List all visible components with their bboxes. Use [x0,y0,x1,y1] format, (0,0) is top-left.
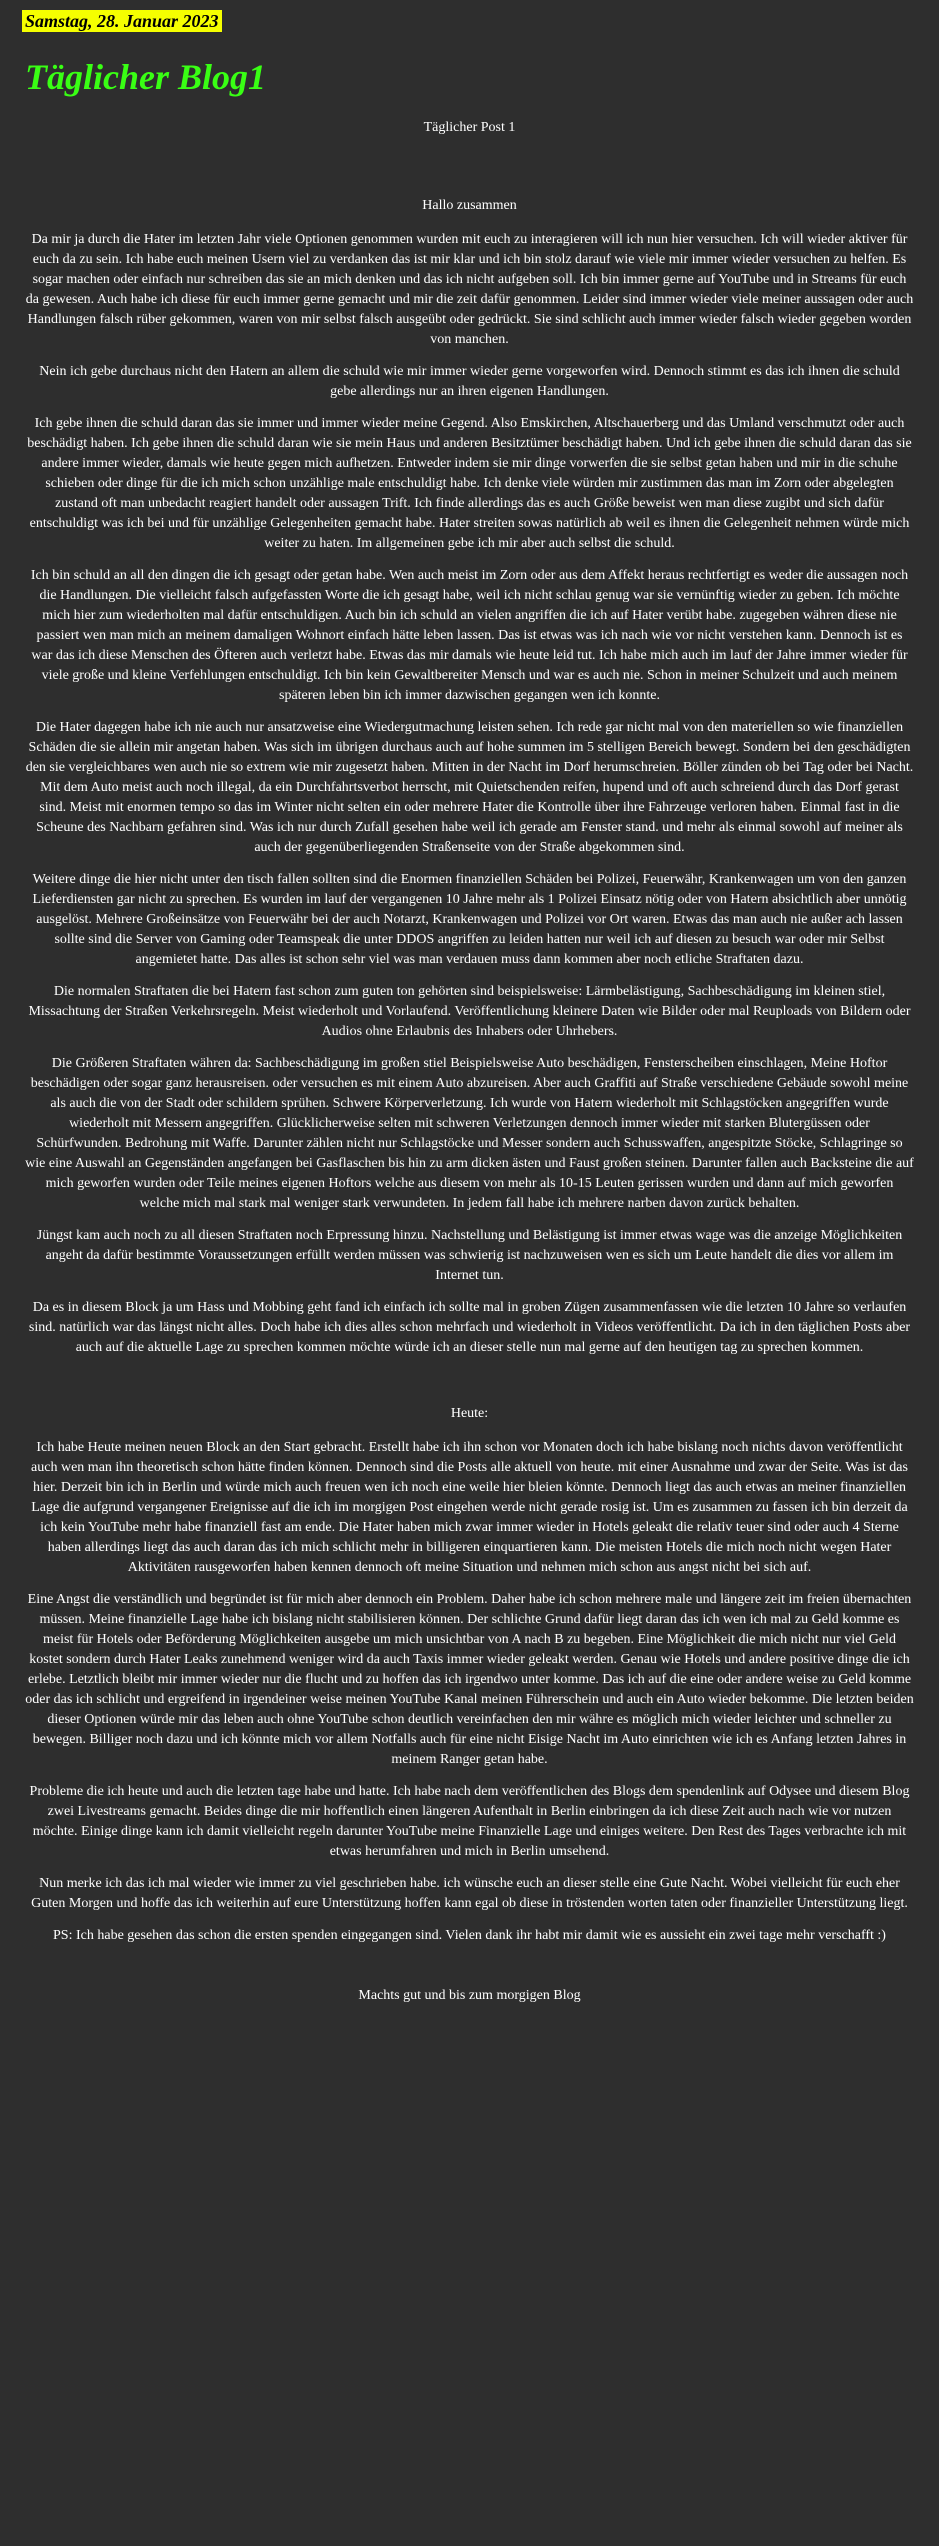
post-date: Samstag, 28. Januar 2023 [22,10,222,32]
post-paragraph: Ich gebe ihnen die schuld daran das sie immer und immer wieder meine Gegend. Also Emskirchen, Altschauerberg und das Umland verschmutzt oder auch beschädigt haben. Ich gebe ihnen die schuld daran wie sie mein Haus und anderen Besitztümer beschädigt haben. Und ich gebe ihnen die schuld daran das sie andere immer wieder, damals wie heute gegen mich aufhetzen. Entweder indem sie mir dinge vorwerfen die sie selbst getan haben und mir in die schuhe schieben oder dinge für die ich mich schon unzählige male entschuldigt habe. Ich denke viele würden mir zustimmen das man im Zorn oder abgelegten zustand oft man unbedacht reagiert handelt oder aussagen Trift. Ich finde allerdings das es auch Größe beweist wen man diese zugibt und sich dafür entschuldigt was ich bei und für unzählige Gelegenheiten gemacht habe. Hater streiten sowas natürlich ab weil es ihnen die Gelegenheit nehmen würde mich weiter zu haten. Im allgemeinen gebe ich mir aber auch selbst die schuld. [27,416,912,551]
post-paragraph: Nein ich gebe durchaus nicht den Hatern an allem die schuld wie mir immer wieder gerne vorgeworfen wird. Dennoch stimmt es das ich ihnen die schuld gebe allerdings nur an ihren eigenen Handlungen. [39,364,900,399]
post-greeting: Hallo zusammen [422,198,517,213]
post-farewell: Machts gut und bis zum morgigen Blog [358,1988,581,2003]
post-paragraph: Weitere dinge die hier nicht unter den tisch fallen sollten sind die Enormen finanziellen Schäden bei Polizei, Feuerwähr, Krankenwagen um von den ganzen Lieferdiensten gar nicht zu sprechen. Es wurden im lauf der vergangenen 10 Jahre mehr als 1 Polizei Einsatz nötig oder von Hatern absichtlich aber unnötig ausgelöst. Mehrere Großeinsätze von Feuerwähr bei der auch Notarzt, Krankenwagen und Polizei vor Ort waren. Etwas das man auch nie außer ach lassen sollte sind die Server von Gaming oder Teamspeak die unter DDOS angriffen zu leiden hatten nur weil ich auf diesen zu besuch war oder mir Selbst angemietet hatte. Das alles ist schon sehr viel was man verdauen muss dann kommen aber noch etliche Straftaten dazu. [32,872,907,967]
post-body [25,196,914,2018]
post-title[interactable]: Täglicher Post 1 [423,120,516,135]
post-paragraph: Da es in diesem Block ja um Hass und Mobbing geht fand ich einfach ich sollte mal in groben Zügen zusammenfassen wie die letzten 10 Jahre so verlaufen sind. natürlich war das längst nicht alles. Doch habe ich dies alles schon mehrfach und wiederholt in Videos veröffentlicht. Da ich in den täglichen Posts aber auch auf die aktuelle Lage zu sprechen kommen möchte würde ich an dieser stelle nun mal gerne auf den heutigen tag zu sprechen kommen. [28,1300,911,1355]
postscript: PS: Ich habe gesehen das schon die ersten spenden eingegangen sind. Vielen dank ihr habt mir damit wie es aussieht ein zwei tage mehr verschafft :) [53,1928,886,1943]
post-paragraph: Da mir ja durch die Hater im letzten Jahr viele Optionen genommen wurden mit euch zu interagieren will ich nun hier versuchen. Ich will wieder aktiver für euch da zu sein. Ich habe euch meinen Usern viel zu verdanken das ist mir klar und ich bin stolz darauf wie viele mir immer wieder versuchen zu helfen. Es sogar machen oder einfach nur schreiben das sie an mich denken und das ich nicht aufgeben soll. Ich bin immer gerne auf YouTube und in Streams für euch da gewesen. Auch habe ich diese für euch immer gerne gemacht und mir die zeit dafür genommen. Leider sind immer wieder viele meiner aussagen oder auch Handlungen falsch rüber gekommen, waren von mir selbst falsch ausgeübt oder gedrückt. Sie sind schlicht auch immer wieder falsch wieder gegeben worden von manchen. [25,232,914,347]
post-paragraph: Ich bin schuld an all den dingen die ich gesagt oder getan habe. Wen auch meist im Zorn oder aus dem Affekt heraus rechtfertigt es weder die aussagen noch die Handlungen. Die vielleicht falsch aufgefassten Worte die ich gesagt habe, weil ich nicht schlau genug war sie vernünftig wieder zu geben. Ich möchte mich hier zum wiederholten mal dafür entschuldigen. Auch bin ich schuld an vielen angriffen die ich auf Hater verübt habe. zugegeben währen diese nie passiert wen man mich an meinem damaligen Wohnort einfach hätte leben lassen. Das ist etwas was ich nach wie vor nicht verstehen kann. Dennoch ist es war das ich diese Menschen des Öfteren auch verletzt habe. Etwas das mir damals wie heute leid tut. Ich habe mich auch im lauf der Jahre immer wieder für viele große und kleine Verfehlungen entschuldigt. Ich bin kein Gewaltbereiter Mensch und war es auch nie. Schon in meiner Schulzeit und auch meinem späteren leben bin ich immer dazwischen gegangen wen ich konnte. [30,568,909,703]
today-heading: Heute: [450,1406,489,1421]
today-paragraph: Ich habe Heute meinen neuen Block an den Start gebracht. Erstellt habe ich ihn schon vor Monaten doch ich habe bislang noch nichts davon veröffentlicht auch wen man ihn theoretisch schon hätte finden können. Dennoch sind die Posts alle aktuell von heute. mit einer Ausnahme und zwar der Seite. Was ist das hier. Derzeit bin ich in Berlin und würde mich auch freuen wen ich noch eine weile hier bleien könnte. Dennoch liegt das auch etwas an meiner finanziellen Lage die aufgrund vergangener Ereignisse auf die ich im morgigen Post eingehen werde nicht gerade rosig ist. Um es zusammen zu fassen ich bin derzeit da ich kein YouTube mehr habe finanziell fast am ende. Die Hater haben mich zwar immer wieder in Hotels geleakt die relativ teuer sind oder auch 4 Sterne haben allerdings liegt das auch daran das ich mich schlicht mehr in billigeren einquartieren kann. Die meisten Hotels die mich noch nicht wegen Hater Aktivitäten rausgeworfen haben kennen dennoch oft meine Situation und nehmen mich schon aus angst nicht bei sich auf. [31,1440,908,1575]
today-paragraph: Eine Angst die verständlich und begründet ist für mich aber dennoch ein Problem. Daher habe ich schon mehrere male und längere zeit im freien übernachten müssen. Meine finanzielle Lage habe ich bislang nicht stabilisieren können. Der schlichte Grund dafür liegt daran das ich wen ich mal zu Geld komme es meist für Hotels oder Beförderung Möglichkeiten ausgebe um mich unsichtbar von A nach B zu begeben. Eine Möglichkeit die mich nicht nur viel Geld kostet sondern durch Hater Leaks zunehmend weniger wird da auch Taxis immer wieder geleakt werden. Genau wie Hotels und andere positive dinge die ich erlebe. Letztlich bleibt mir immer wieder nur die flucht und zu hoffen das ich irgendwo unter komme. Das ich auf die eine oder andere weise zu Geld komme oder das ich schlicht und ergreifend in irgendeiner weise meinen YouTube Kanal meinen Führerschein und auch ein Auto wieder bekomme. Die letzten beiden dieser Optionen würde mir das leben auch ohne YouTube schon deutlich vereinfachen den mir währe es möglich mich wieder leichter und schneller zu bewegen. Billiger noch dazu und ich könnte mich vor allem Notfalls auch für eine nicht Eisige Nacht im Auto einrichten wie ich es Anfang letzten Jahres in meinem Ranger getan habe. [25,1592,914,1767]
post-paragraph: Die Größeren Straftaten währen da: Sachbeschädigung im großen stiel Beispielsweise Auto beschädigen, Fensterscheiben einschlagen, Meine Hoftor beschädigen oder sogar ganz herausreisen. oder versuchen es mit einem Auto abzureisen. Aber auch Graffiti auf Straße verschiedene Gebäude sowohl meine als auch die von der Stadt oder schildern sprühen. Schwere Körperverletzung. Ich wurde von Hatern wiederholt mit Schlagstöcken angegriffen wurde wiederholt mit Messern angegriffen. Glücklicherweise selten mit schweren Verletzungen dennoch immer wieder mit starken Blutergüssen oder Schürfwunden. Bedrohung mit Waffe. Darunter zählen nicht nur Schlagstöcke und Messer sondern auch Schusswaffen, angespitzte Stöcke, Schlagringe so wie eine Auswahl an Gegenständen angefangen bei Gasflaschen bis hin zu arm dicken ästen und Faust großen steinen. Darunter fallen auch Backsteine die auf mich geworfen wurden oder Teile meines eigenen Hoftors welche aus diesem von mehr als 10-15 Leuten gerissen wurden und dann auf mich geworfen welche mich mal stark mal weniger stark verwundeten. In jedem fall habe ich mehrere narben davon zurück behalten. [25,1056,914,1211]
today-paragraph: Probleme die ich heute und auch die letzten tage habe und hatte. Ich habe nach dem veröffentlichen des Blogs dem spendenlink auf Odysee und diesem Blog zwei Livestreams gemacht. Beides dinge die mir hoffentlich einen längeren Aufenthalt in Berlin einbringen da ich diese Zeit auch nach wie vor nutzen möchte. Einige dinge kann ich damit vielleicht regeln darunter YouTube meine Finanzielle Lage und einiges weitere. Den Rest des Tages verbrachte ich mit etwas herumfahren und mich in Berlin umsehend. [29,1784,910,1859]
post-paragraph: Die Hater dagegen habe ich nie auch nur ansatzweise eine Wiedergutmachung leisten sehen. Ich rede gar nicht mal von den materiellen so wie finanziellen Schäden die sie allein mir angetan haben. Was sich im übrigen durchaus auch auf hohe summen im 5 stelligen Bereich bewegt. Sondern bei den geschädigten den sie vergleichbares wen auch nie so extrem wie mir zugesetzt haben. Mitten in der Nacht im Dorf herumschreien. Böller zünden ob bei Tag oder bei Nacht. Mit dem Auto meist auch noch illegal, da ein Durchfahrtsverbot herrscht, mit Quietschenden reifen, hupend und oft auch schreiend durch das Dorf gerast sind. Meist mit enormen tempo so das im Winter nicht selten ein oder mehrere Hater die Kontrolle über ihre Fahrzeuge verloren haben. Einmal fast in die Scheune des Nachbarn gefahren sind. Was ich nur durch Zufall gesehen habe weil ich gerade am Fenster stand. und mehr als einmal sowohl auf meiner als auch der gegenüberliegenden Straßenseite von der Straße abgekommen sind. [25,720,914,855]
blog-title[interactable]: Täglicher Blog1 [25,57,266,97]
post-paragraph: Jüngst kam auch noch zu all diesen Straftaten noch Erpressung hinzu. Nachstellung und Belästigung ist immer etwas wage was die anzeige Möglichkeiten angeht da dafür bestimmte Voraussetzungen erfüllt werden müssen was schwierig ist nachzuweisen wen es sich um Leute handelt die dies vor allem im Internet tun. [36,1228,903,1283]
today-paragraph: Nun merke ich das ich mal wieder wie immer zu viel geschrieben habe. ich wünsche euch an dieser stelle eine Gute Nacht. Wobei vielleicht für euch eher Guten Morgen und hoffe das ich weiterhin auf eure Unterstützung hoffen kann egal ob diese in tröstenden worten taten oder finanzieller Unterstützung liegt. [31,1876,908,1911]
post-paragraph: Die normalen Straftaten die bei Hatern fast schon zum guten ton gehörten sind beispielsweise: Lärmbelästigung, Sachbeschädigung im kleinen stiel, Missachtung der Straßen Verkehrsregeln. Meist wiederholt und Vorlaufend. Veröffentlichung kleinere Daten wie Bilder oder mal Reuploads von Bildern oder Audios ohne Erlaubnis des Inhabers oder Uhrhebers. [28,984,911,1039]
